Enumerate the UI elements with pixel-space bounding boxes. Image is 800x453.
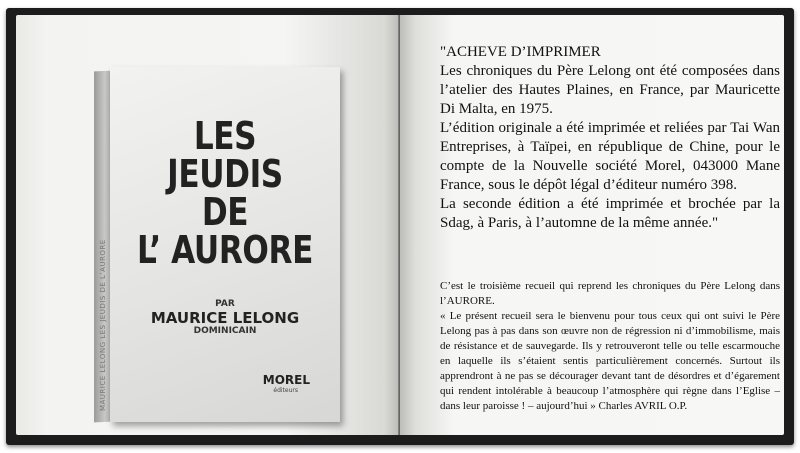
colophon-paragraph-3: La seconde édition a été imprimée et brochée par la Sdag, à Paris, à l’automne de la même année."	[440, 196, 780, 231]
book-cover-face	[110, 67, 340, 422]
cover-publisher-sub: éditeurs	[273, 387, 298, 394]
colophon-paragraph-2: L’édition originale a été imprimée et reliées par Tai Wan Entreprises, à Taïpei, en république de Chine, pour le compte de la Nouvelle société Morel, 043000 Mane France, sous le dépôt légal d’éditeur numéro 398.	[440, 120, 780, 193]
colophon-heading: "ACHEVE D’IMPRIMER	[440, 44, 601, 60]
colophon-text	[440, 43, 780, 233]
right-page	[400, 15, 784, 435]
cover-title-line-3: DE	[201, 190, 249, 234]
colophon-paragraph-1: Les chroniques du Père Lelong ont été composées dans l’atelier des Hautes Plaines, en France, par Mauricette Di Malta, en 1975.	[440, 63, 780, 117]
book-cover-photo	[94, 67, 340, 422]
cover-title-line-1: LES	[193, 114, 257, 158]
spine-text: MAURICE LELONG LES JEUDIS DE L’AURORE	[99, 239, 107, 412]
cover-order: DOMINICAIN	[193, 326, 257, 336]
left-page	[16, 15, 400, 435]
review-quote: « Le présent recueil sera le bienvenu pour tous ceux qui ont suivi le Père Lelong pas à pas dans son œuvre non de régression ni d’immobilisme, mais de résistance et de sauvegarde. Ils y retrouveront telle ou telle escarmouche en laquelle ils s’étaient sentis particulièrement concernés. Surtout ils apprendront à ne pas se décourager devant tant de désordres et d’égarement qui rendent intolérable à beaucoup l’atmosphère qui règne dans l’Eglise – dans leur paroisse ! – aujourd’hui » Charles AVRIL O.P.	[440, 310, 780, 412]
cover-title-line-4: L’ AURORE	[137, 228, 313, 272]
cover-by: PAR	[215, 299, 235, 309]
open-book	[6, 8, 794, 445]
cover-publisher: MOREL	[262, 373, 310, 387]
review-intro: C’est le troisième recueil qui reprend les chroniques du Père Lelong dans l’AURORE.	[440, 280, 780, 307]
cover-author: MAURICE LELONG	[150, 309, 300, 327]
review-text	[440, 279, 780, 414]
cover-title-line-2: JEUDIS	[167, 152, 283, 196]
